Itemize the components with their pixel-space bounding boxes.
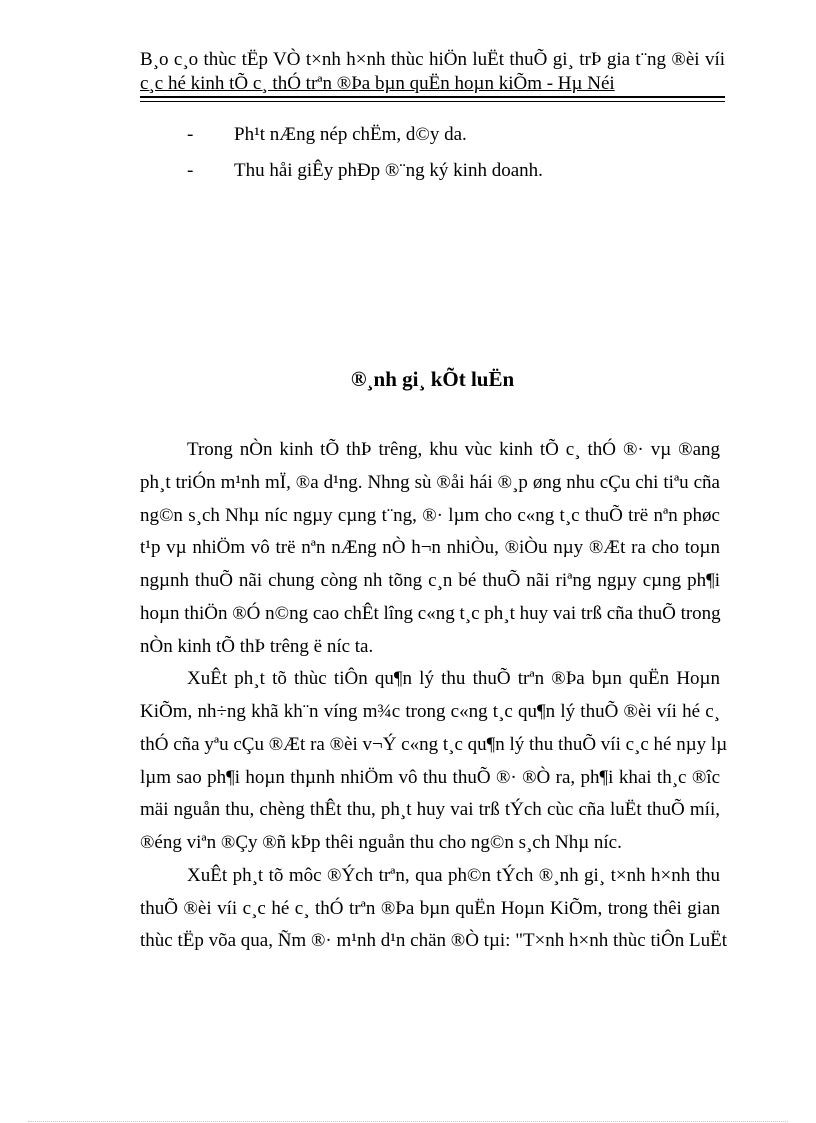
header-rule-thick	[140, 96, 725, 98]
bullet-item	[187, 117, 543, 153]
paragraph-line: XuÊt ph¸t tõ môc ®Ých trªn, qua ph©n tÝch ®¸nh gi¸ t×nh h×nh thu	[187, 864, 720, 886]
paragraph-line: nÒn kinh tÕ thÞ trêng ë níc ta.	[140, 635, 374, 657]
paragraph-line: ph¸t triÓn m¹nh mÏ, ®a d¹ng. Nhng sù ®åi hái ®¸p øng nhu cÇu chi tiªu cña	[140, 471, 720, 493]
page-bottom-border	[28, 1121, 788, 1122]
running-header	[140, 48, 725, 96]
running-header-line-1: B¸o c¸o thùc tËp VÒ t×nh h×nh thùc hiÖn luËt thuÕ gi¸ trÞ gia t¨ng ®èi víi	[140, 49, 725, 70]
paragraph-line: t¹p vµ nhiÖm vô trë nªn nÆng nÒ h¬n nhiÒu, ®iÒu nµy ®Æt ra cho toµn	[140, 537, 720, 559]
paragraph-line: KiÕm, nh÷ng khã kh¨n víng m¾c trong c«ng t¸c qu¶n lý thuÕ ®èi víi hé c¸	[140, 701, 720, 722]
paragraph-line: XuÊt ph¸t tõ thùc tiÔn qu¶n lý thu thuÕ trªn ®Þa bµn quËn Hoµn	[187, 668, 720, 690]
paragraph-line: ngµnh thuÕ nãi chung còng nh tõng c¸n bé thuÕ nãi riªng ngµy cµng ph¶i	[140, 570, 720, 591]
paragraph-line: Trong nÒn kinh tÕ thÞ trêng, khu vùc kinh tÕ c¸ thÓ ®· vµ ®ang	[187, 439, 720, 460]
bullet-dash: -	[187, 160, 194, 181]
bullet-item	[187, 153, 543, 189]
running-header-line-2: c¸c hé kinh tÕ c¸ thÓ trªn ®Þa bµn quËn hoµn kiÕm - Hµ Néi	[140, 73, 615, 94]
bullet-text: Thu håi giÊy phÐp ®¨ng ký kinh doanh.	[234, 160, 543, 181]
header-rule-thin	[140, 101, 725, 102]
paragraph-2	[140, 663, 728, 860]
body-text	[140, 434, 728, 958]
paragraph-line: ng©n s¸ch Nhµ níc ngµy cµng t¨ng, ®· lµm cho c«ng t¸c thuÕ trë nªn phøc	[140, 504, 720, 526]
paragraph-3	[140, 860, 727, 958]
bullet-list	[187, 117, 543, 189]
paragraph-line: thùc tËp võa qua, Ñm ®· m¹nh d¹n chän ®Ò tµi: "T×nh h×nh thùc tiÔn LuËt	[140, 930, 727, 952]
paragraph-line: lµm sao ph¶i hoµn thµnh nhiÖm vô thu thuÕ ®· ®Ò ra, ph¶i khai th¸c ®îc	[140, 766, 720, 788]
bullet-text: Ph¹t nÆng nép chËm, d©y da.	[234, 124, 467, 145]
paragraph-line: mäi nguån thu, chèng thÊt thu, ph¸t huy vai trß tÝch cùc cña luËt thuÕ míi,	[140, 799, 720, 821]
paragraph-line: thuÕ ®èi víi c¸c hé c¸ thÓ trªn ®Þa bµn quËn Hoµn KiÕm, trong thêi gian	[140, 897, 720, 919]
paragraph-1	[140, 434, 720, 663]
bullet-dash: -	[187, 124, 194, 145]
paragraph-line: hoµn thiÖn ®Ó n©ng cao chÊt lîng c«ng t¸c ph¸t huy vai trß cña thuÕ trong	[140, 602, 721, 624]
section-title: ®¸nh gi¸ kÕt luËn	[350, 367, 515, 391]
paragraph-line: thÓ cña yªu cÇu ®Æt ra ®èi v¬Ý c«ng t¸c qu¶n lý thu thuÕ víi c¸c hé nµy lµ	[140, 733, 728, 755]
paragraph-line: ®éng viªn ®Çy ®ñ kÞp thêi nguån thu cho ng©n s¸ch Nhµ níc.	[140, 832, 622, 853]
